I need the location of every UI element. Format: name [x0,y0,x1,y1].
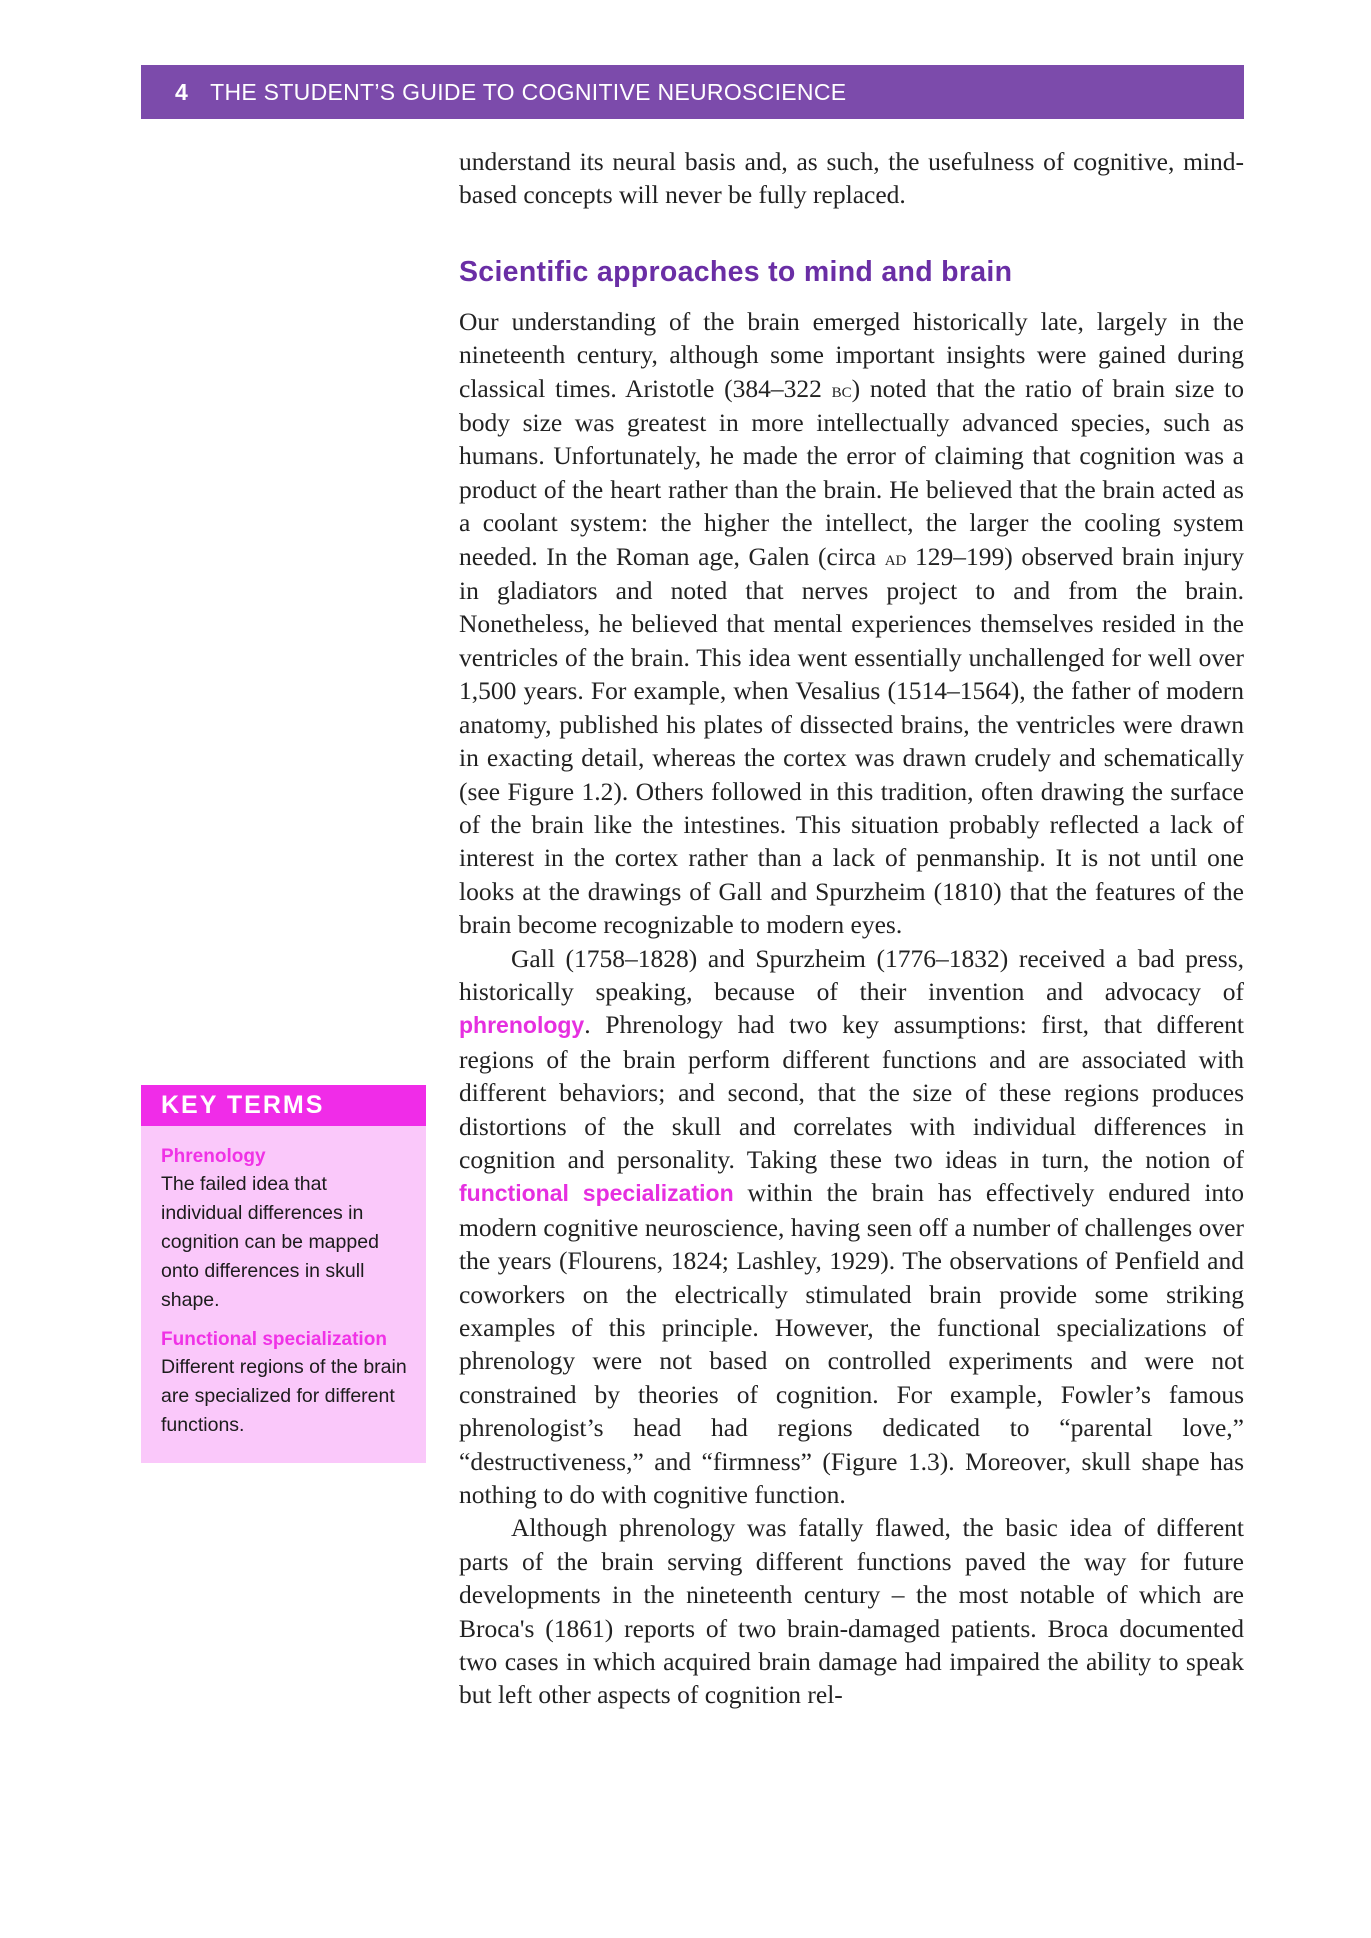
key-terms-heading: KEY TERMS [141,1085,426,1126]
body-paragraph [459,942,1244,1512]
text-run: within the brain has effectively endured into modern cognitive neuroscience, having seen off a number of challenges over the years (Flourens, 1824; Lashley, 1929). The observations of Penfield and coworkers on the electrically stimulated brain provide some striking examples of this principle. However, the functional specializations of phrenology were not based on controlled experiments and were not constrained by theories of cognition. For example, Fowler’s famous phrenologist’s head had regions dedicated to “parental love,” “destructiveness,” and “firmness” (Figure 1.3). Moreover, skull shape has nothing to do with cognitive function. [459,1178,1244,1510]
text-run: Our understanding of the brain emerged historically late, largely in the nineteenth century, although some important insights were gained during classical times. Aristotle (384–322 [459,306,1244,403]
key-term-inline: phrenology [459,1012,585,1039]
intro-paragraph: understand its neural basis and, as such, the usefulness of cognitive, mind-based concepts will never be fully replaced. [459,147,1244,210]
key-term-definition: Different regions of the brain are specialized for different functions. [161,1356,407,1436]
text-run: ) noted that the ratio of brain size to body size was greatest in more intellectually advanced species, such as humans. Unfortunately, he made the error of claiming that cognition was a product of the heart rather than the brain. He believed that the brain acted as a coolant system: the higher the intellect, the larger the cooling system needed. In the Roman age, Galen (circa [459,373,1244,571]
body-paragraph: Although phrenology was fatally flawed, the basic idea of different parts of the brain serving different functions paved the way for future developments in the nineteenth century – the most notable of which are Broca's (1861) reports of two brain-damaged patients. Broca documented two cases in which acquired brain damage had impaired the ability to speak but left other aspects of cognition rel- [459,1513,1244,1710]
text-run: Gall (1758–1828) and Spurzheim (1776–1832) received a bad press, historically speaking, because of their invention and advocacy of [459,943,1244,1006]
key-term-definition: The failed idea that individual differences in cognition can be mapped onto differences in skull shape. [161,1173,379,1311]
key-terms-body [141,1126,426,1440]
section-heading: Scientific approaches to mind and brain [459,255,1013,288]
key-terms-box [141,1085,426,1463]
key-term-title: Phrenology [161,1146,266,1167]
era-abbreviation: bc [831,376,852,402]
text-run: 129–199) observed brain injury in gladiators and noted that nerves project to and from the brain. Nonetheless, he believed that mental experiences themselves resided in the ventricles of the brain. This idea went essentially unchallenged for well over 1,500 years. For example, when Vesalius (1514–1564), the father of modern anatomy, published his plates of dissected brains, the ventricles were drawn in exacting detail, whereas the cortex was drawn crudely and schematically (see Figure 1.2). Others followed in this tradition, often drawing the surface of the brain like the intestines. This situation probably reflected a lack of interest in the cortex rather than a lack of penmanship. It is not until one looks at the drawings of Gall and Spurzheim (1810) that the features of the brain become recognizable to modern eyes. [459,541,1244,940]
body-paragraph [459,305,1244,942]
running-header [141,65,1244,119]
era-abbreviation: ad [884,544,907,570]
page-number: 4 [175,78,189,105]
main-text-column [459,145,1244,1712]
book-title: THE STUDENT’S GUIDE TO COGNITIVE NEUROSCIENCE [210,78,847,105]
key-term-inline: functional specialization [459,1180,734,1207]
key-term-title: Functional specialization [161,1329,387,1350]
text-run: . Phrenology had two key assumptions: first, that different regions of the brain perform different functions and are associated with different behaviors; and second, that the size of these regions produces distortions of the skull and correlates with individual differences in cognition and personality. Taking these two ideas in turn, the notion of [459,1010,1244,1174]
